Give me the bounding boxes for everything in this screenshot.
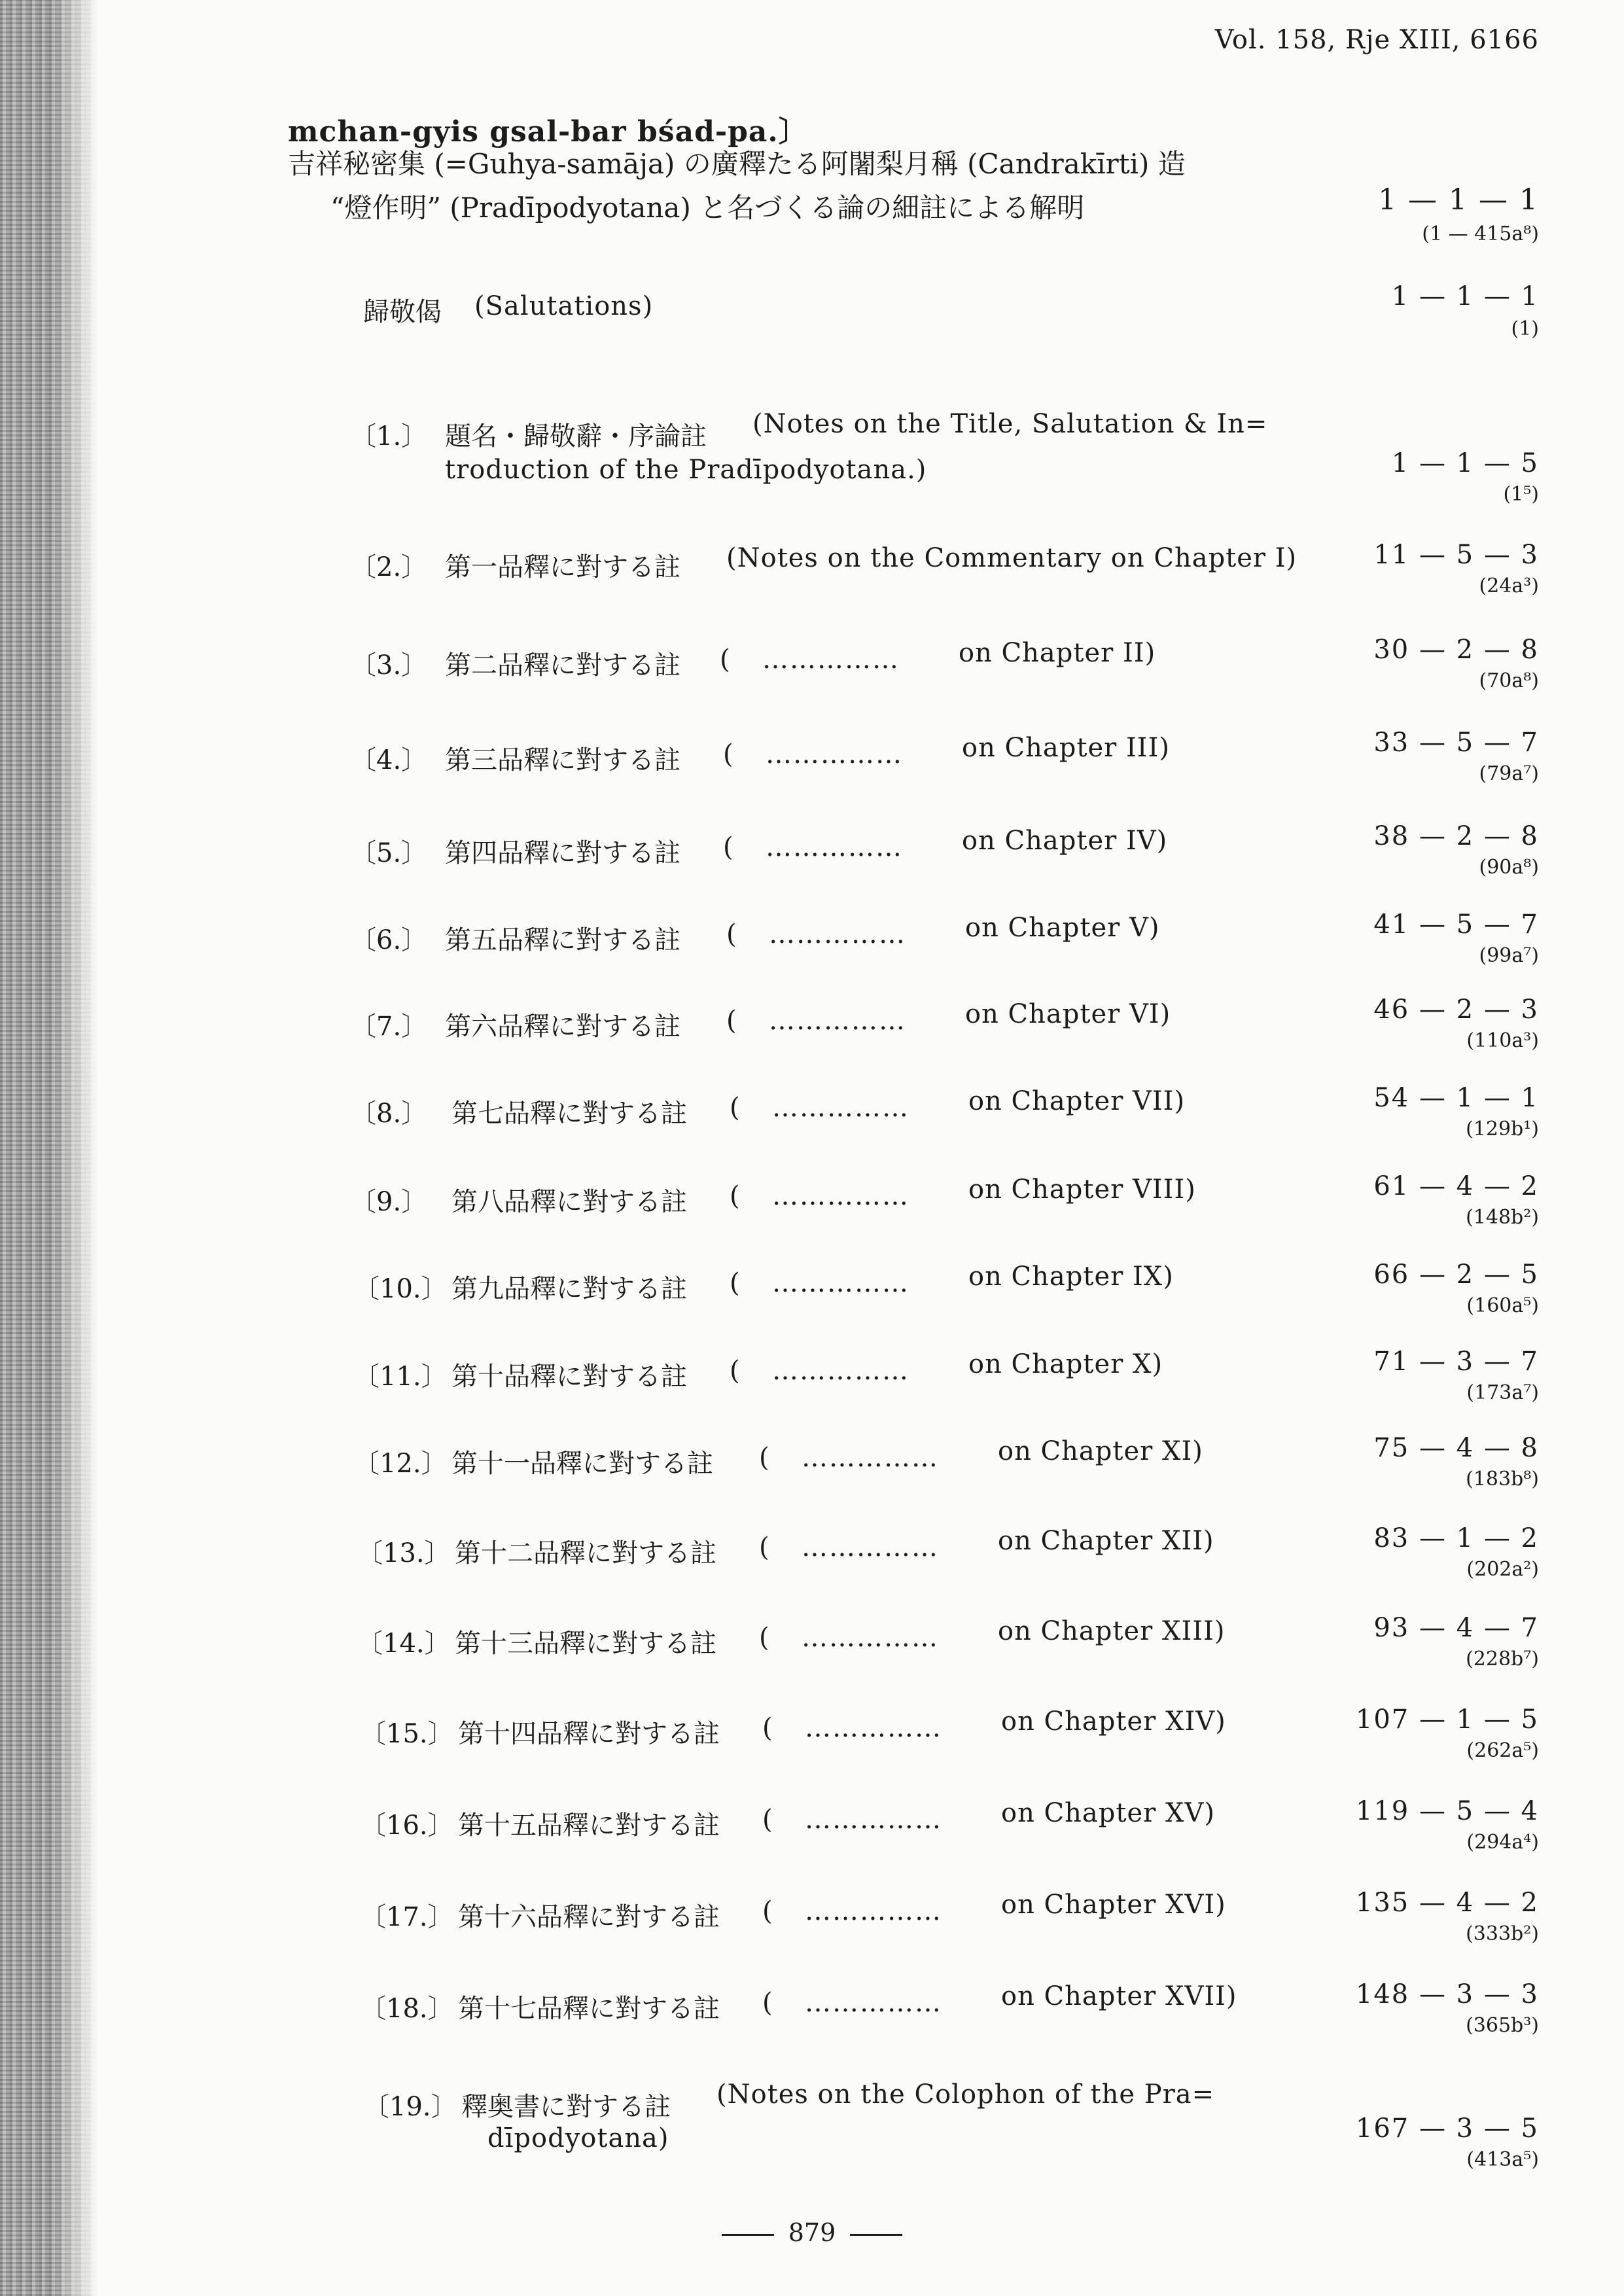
list-item-dots: …………… xyxy=(766,739,903,769)
list-item-ref: 75 — 4 — 8 xyxy=(1373,1433,1539,1463)
list-item-ref-sub: (262a⁵) xyxy=(1466,1739,1539,1762)
list-item-en: on Chapter IV) xyxy=(962,826,1168,856)
list-item-dots: …………… xyxy=(766,832,903,862)
title-tibetan: mchan-gyis gsal-bar bśad-pa.〕 xyxy=(288,115,808,149)
intro-en-line1: (Notes on the Title, Salutation & In= xyxy=(752,409,1268,439)
list-item-paren: ( xyxy=(730,1268,740,1298)
footer-rule-right xyxy=(850,2234,902,2236)
list-item-number: 〔16.〕 xyxy=(360,1810,454,1841)
list-item-dots: …………… xyxy=(805,1805,942,1835)
salutation-ref: 1 — 1 — 1 xyxy=(1391,281,1539,311)
list-item-number: 〔6.〕 xyxy=(350,925,428,955)
list-item-jp: 第十品釋に對する註 xyxy=(451,1362,687,1392)
list-item-en: on Chapter III) xyxy=(962,733,1170,763)
list-item-ref: 71 — 3 — 7 xyxy=(1373,1347,1539,1377)
list-item-en: on Chapter XIV) xyxy=(1001,1706,1226,1737)
list-item-dots: …………… xyxy=(772,1181,909,1211)
list-item-number: 〔11.〕 xyxy=(353,1362,448,1392)
list-item-ref-sub: (183b⁸) xyxy=(1466,1468,1539,1491)
list-item-ref: 46 — 2 — 3 xyxy=(1373,995,1539,1025)
list-item-en: on Chapter XV) xyxy=(1001,1798,1215,1828)
list-item-paren: ( xyxy=(730,1093,740,1123)
intro-ref: 1 — 1 — 5 xyxy=(1391,448,1539,478)
list-item-ref-sub: (365b³) xyxy=(1466,2014,1539,2037)
chapter1-jp: 第一品釋に對する註 xyxy=(445,552,680,582)
list-item-number: 〔7.〕 xyxy=(350,1012,428,1042)
list-item-number: 〔15.〕 xyxy=(360,1719,454,1749)
list-item-ref: 107 — 1 — 5 xyxy=(1355,1704,1539,1735)
title-ref-sub: (1 — 415a⁸) xyxy=(1422,222,1539,245)
intro-jp: 題名・歸敬辭・序論註 xyxy=(445,421,707,451)
list-item-ref: 119 — 5 — 4 xyxy=(1355,1796,1539,1826)
list-item-en: on Chapter XII) xyxy=(998,1526,1214,1556)
list-item-ref-sub: (129b¹) xyxy=(1466,1118,1539,1140)
list-item-en: on Chapter IX) xyxy=(968,1262,1174,1292)
list-item-ref: 38 — 2 — 8 xyxy=(1373,821,1539,851)
list-item-dots: …………… xyxy=(772,1093,909,1123)
list-item-dots: …………… xyxy=(805,1713,942,1743)
list-item-paren: ( xyxy=(759,1532,769,1563)
list-item-paren: ( xyxy=(762,1713,773,1743)
chapter1-ref-sub: (24a³) xyxy=(1479,574,1539,597)
list-item-number: 〔5.〕 xyxy=(350,838,428,868)
colophon-ref: 167 — 3 — 5 xyxy=(1355,2113,1539,2144)
list-item-number: 〔9.〕 xyxy=(350,1187,428,1217)
list-item-en: on Chapter XI) xyxy=(998,1436,1203,1466)
list-item-number: 〔3.〕 xyxy=(350,650,428,680)
list-item-number: 〔18.〕 xyxy=(360,1994,454,2024)
list-item-en: on Chapter II) xyxy=(959,638,1156,668)
list-item-dots: …………… xyxy=(805,1988,942,2018)
colophon-en-line2: dīpodyotana) xyxy=(487,2123,669,2153)
list-item-paren: ( xyxy=(762,1805,773,1835)
list-item-en: on Chapter V) xyxy=(965,913,1160,943)
list-item-ref: 93 — 4 — 7 xyxy=(1373,1613,1539,1643)
list-item-jp: 第七品釋に對する註 xyxy=(451,1099,687,1129)
list-item-jp: 第十六品釋に對する註 xyxy=(458,1902,720,1932)
list-item-number: 〔13.〕 xyxy=(357,1538,451,1568)
list-item-jp: 第十三品釋に對する註 xyxy=(455,1629,716,1659)
list-item-en: on Chapter VII) xyxy=(968,1086,1186,1116)
list-item-dots: …………… xyxy=(772,1268,909,1298)
scan-edge-shadow xyxy=(0,0,98,2296)
list-item-ref-sub: (173a⁷) xyxy=(1466,1381,1539,1404)
list-item-jp: 第二品釋に對する註 xyxy=(445,650,680,680)
list-item-ref-sub: (99a⁷) xyxy=(1479,944,1539,967)
salutation-ref-sub: (1) xyxy=(1511,317,1539,340)
list-item-en: on Chapter XVII) xyxy=(1001,1981,1237,2011)
list-item-ref-sub: (148b²) xyxy=(1466,1206,1539,1229)
list-item-ref-sub: (90a⁸) xyxy=(1479,856,1539,879)
list-item-number: 〔12.〕 xyxy=(353,1449,448,1479)
list-item-en: on Chapter VI) xyxy=(965,999,1171,1029)
chapter1-en: (Notes on the Commentary on Chapter I) xyxy=(726,543,1297,573)
list-item-ref-sub: (228b⁷) xyxy=(1466,1648,1539,1670)
list-item-jp: 第九品釋に對する註 xyxy=(451,1274,687,1304)
list-item-ref: 41 — 5 — 7 xyxy=(1373,910,1539,940)
list-item-number: 〔14.〕 xyxy=(357,1629,451,1659)
colophon-jp: 釋奥書に對する註 xyxy=(461,2092,671,2122)
list-item-paren: ( xyxy=(726,919,737,949)
list-item-jp: 第八品釋に對する註 xyxy=(451,1187,687,1217)
intro-number: 〔1.〕 xyxy=(350,421,428,451)
list-item-paren: ( xyxy=(759,1623,769,1653)
list-item-paren: ( xyxy=(759,1443,769,1473)
list-item-ref: 83 — 1 — 2 xyxy=(1373,1523,1539,1553)
colophon-number: 〔19.〕 xyxy=(363,2092,457,2122)
list-item-paren: ( xyxy=(726,1006,737,1036)
list-item-jp: 第五品釋に對する註 xyxy=(445,925,680,955)
list-item-ref: 148 — 3 — 3 xyxy=(1355,1979,1539,2009)
list-item-jp: 第十五品釋に對する註 xyxy=(458,1810,720,1841)
list-item-ref: 30 — 2 — 8 xyxy=(1373,635,1539,665)
list-item-jp: 第十四品釋に對する註 xyxy=(458,1719,720,1749)
footer-rule-left xyxy=(722,2234,774,2236)
colophon-ref-sub: (413a⁵) xyxy=(1466,2148,1539,2171)
list-item-ref-sub: (160a⁵) xyxy=(1466,1294,1539,1317)
list-item-en: on Chapter XVI) xyxy=(1001,1890,1226,1920)
list-item-paren: ( xyxy=(720,645,730,675)
list-item-ref: 61 — 4 — 2 xyxy=(1373,1171,1539,1201)
chapter1-number: 〔2.〕 xyxy=(350,552,428,582)
list-item-dots: …………… xyxy=(769,1006,906,1036)
list-item-paren: ( xyxy=(723,739,733,769)
list-item-jp: 第四品釋に對する註 xyxy=(445,838,680,868)
list-item-dots: …………… xyxy=(762,645,900,675)
list-item-en: on Chapter X) xyxy=(968,1349,1163,1379)
list-item-ref-sub: (110a³) xyxy=(1466,1029,1539,1052)
list-item-number: 〔17.〕 xyxy=(360,1902,454,1932)
list-item-paren: ( xyxy=(730,1356,740,1386)
title-line-2: 吉祥秘密集 (=Guhya-samāja) の廣釋たる阿闍梨月稱 (Candrakīrti) 造 xyxy=(288,148,1186,180)
intro-ref-sub: (1⁵) xyxy=(1503,483,1539,506)
list-item-dots: …………… xyxy=(805,1896,942,1926)
list-item-ref-sub: (70a⁸) xyxy=(1479,669,1539,692)
list-item-ref-sub: (333b²) xyxy=(1466,1922,1539,1945)
salutation-en: (Salutations) xyxy=(474,291,654,321)
intro-en-line2: troduction of the Pradīpodyotana.) xyxy=(445,455,927,485)
title-ref: 1 — 1 — 1 xyxy=(1378,183,1539,217)
page-number: 879 xyxy=(788,2218,836,2247)
list-item-ref: 66 — 2 — 5 xyxy=(1373,1260,1539,1290)
list-item-ref: 135 — 4 — 2 xyxy=(1355,1888,1539,1918)
list-item-jp: 第六品釋に對する註 xyxy=(445,1012,680,1042)
list-item-jp: 第十一品釋に對する註 xyxy=(451,1449,713,1479)
list-item-jp: 第十七品釋に對する註 xyxy=(458,1994,720,2024)
list-item-number: 〔10.〕 xyxy=(353,1274,448,1304)
list-item-en: on Chapter XIII) xyxy=(998,1616,1226,1646)
list-item-paren: ( xyxy=(730,1181,740,1211)
list-item-dots: …………… xyxy=(802,1623,939,1653)
list-item-dots: …………… xyxy=(802,1443,939,1473)
list-item-number: 〔4.〕 xyxy=(350,745,428,775)
chapter1-ref: 11 — 5 — 3 xyxy=(1373,540,1539,570)
list-item-dots: …………… xyxy=(769,919,906,949)
title-line-3: “燈作明” (Pradīpodyotana) と名づくる論の細註による解明 xyxy=(330,192,1085,224)
list-item-en: on Chapter VIII) xyxy=(968,1174,1196,1205)
list-item-number: 〔8.〕 xyxy=(350,1099,428,1129)
list-item-ref-sub: (294a⁴) xyxy=(1466,1831,1539,1854)
colophon-en-line1: (Notes on the Colophon of the Pra= xyxy=(716,2079,1215,2110)
page-footer xyxy=(0,2218,1624,2247)
list-item-paren: ( xyxy=(762,1896,773,1926)
list-item-dots: …………… xyxy=(772,1356,909,1386)
list-item-jp: 第三品釋に對する註 xyxy=(445,745,680,775)
list-item-paren: ( xyxy=(723,832,733,862)
list-item-ref-sub: (202a²) xyxy=(1466,1558,1539,1581)
salutation-jp: 歸敬偈 xyxy=(363,297,442,327)
list-item-ref: 54 — 1 — 1 xyxy=(1373,1083,1539,1113)
list-item-ref: 33 — 5 — 7 xyxy=(1373,728,1539,758)
list-item-paren: ( xyxy=(762,1988,773,2018)
list-item-ref-sub: (79a⁷) xyxy=(1479,762,1539,785)
volume-header: Vol. 158, Rje XIII, 6166 xyxy=(1214,25,1539,55)
list-item-dots: …………… xyxy=(802,1532,939,1563)
list-item-jp: 第十二品釋に對する註 xyxy=(455,1538,716,1568)
